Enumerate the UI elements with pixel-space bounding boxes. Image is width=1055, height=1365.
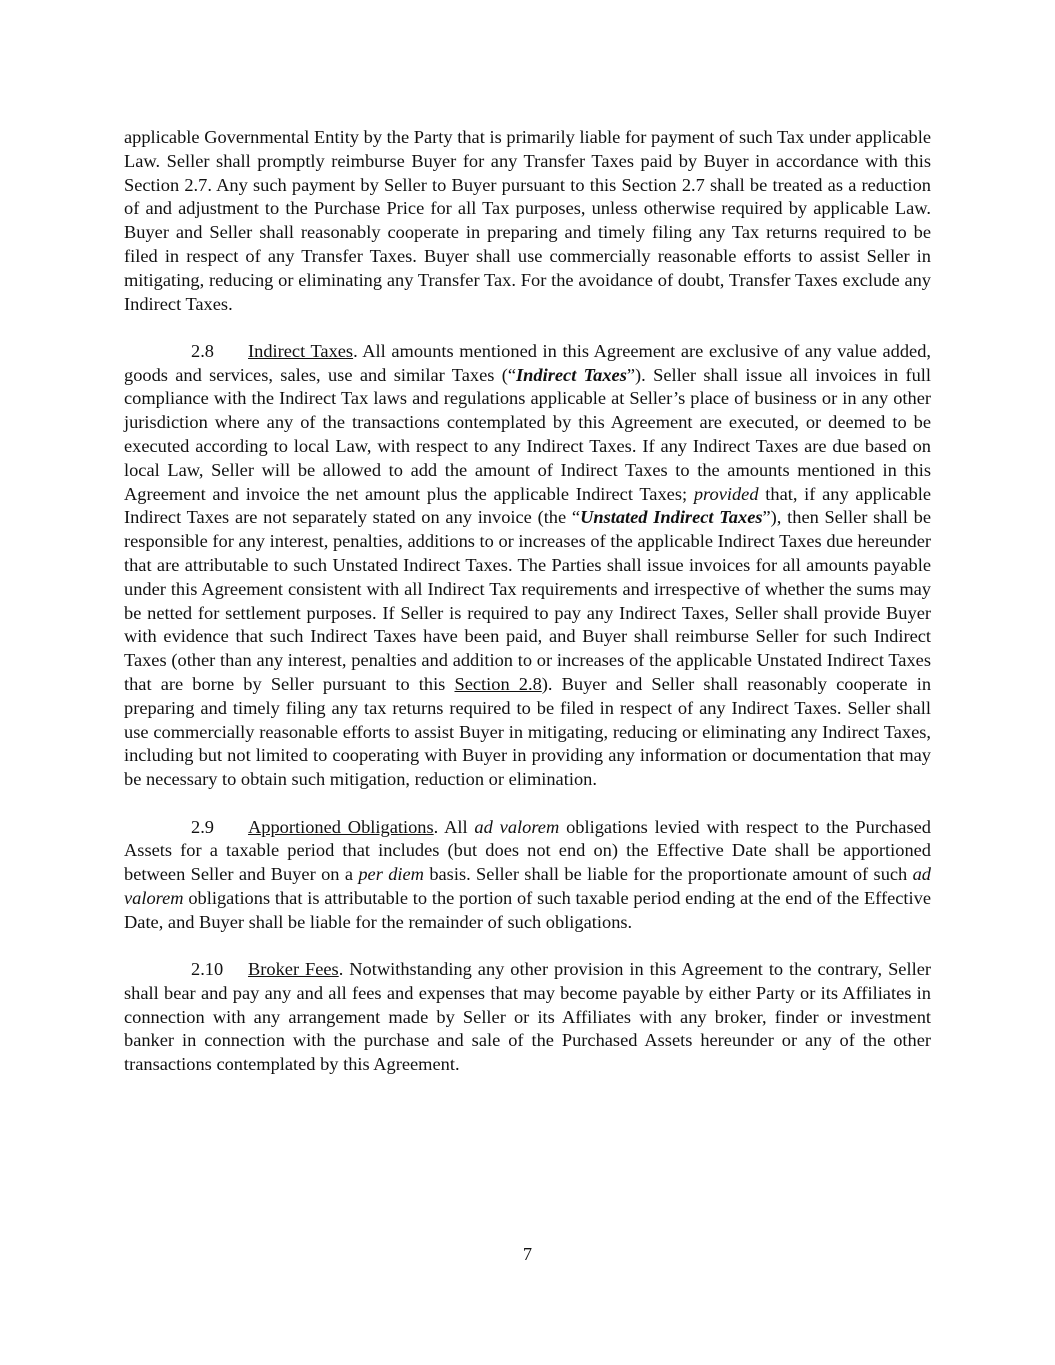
section-number: 2.10 bbox=[191, 959, 224, 979]
emphasis: ad valorem bbox=[124, 864, 931, 908]
section-text: that, if any applicable Indirect Taxes are not separately stated on any invoice (the “ bbox=[124, 483, 931, 528]
section-text: obligations that is attributable to the portion of such taxable period ending at the end of the Effective Date, and Buyer shall be liable for the remainder of such obligations. bbox=[124, 887, 931, 932]
section-heading: Apportioned Obligations bbox=[248, 816, 434, 837]
section-number: 2.9 bbox=[191, 816, 214, 837]
section-cross-reference: Section 2.8 bbox=[454, 674, 542, 695]
section-text: . All bbox=[433, 816, 475, 837]
emphasis: provided bbox=[693, 483, 759, 504]
section-text: ”). Seller shall issue all invoices in full compliance with the Indirect Tax laws and regulations applicable at Seller’s place of business or in any other jurisdiction where any of the transactions contemplated by this Agreement are executed, or deemed to be executed according to local Law, with respect to any Indirect Taxes. If any Indirect Taxes are due based on local Law, Seller will be allowed to add the amount of Indirect Taxes to the amounts mentioned in this Agreement and invoice the net amount plus the applicable Indirect Taxes; bbox=[124, 364, 931, 504]
section-text: basis. Seller shall be liable for the proportionate amount of such bbox=[423, 864, 913, 885]
section-text: obligations levied with respect to the Purchased Assets for a taxable period that includes (but does not end on) the Effective Date shall be apportioned between Seller and Buyer on a bbox=[124, 816, 931, 885]
section-2-8-indirect-taxes bbox=[124, 340, 931, 792]
section-heading: Indirect Taxes bbox=[248, 340, 354, 361]
section-text: . Notwithstanding any other provision in this Agreement to the contrary, Seller shall bear and pay any and all fees and expenses that may become payable by either Party or its Affiliates in connection with any arrangement made by Seller or its Affiliates with any broker, finder or investment banker in connection with the purchase and sale of the Purchased Assets hereunder or any of the other transactions contemplated by this Agreement. bbox=[124, 959, 931, 1075]
defined-term: Indirect Taxes bbox=[516, 364, 627, 385]
page-number: 7 bbox=[522, 1244, 533, 1264]
section-heading: Broker Fees bbox=[248, 959, 339, 979]
emphasis: per diem bbox=[358, 864, 424, 885]
section-text: . All amounts mentioned in this Agreement are exclusive of any value added, goods and services, sales, use and similar Taxes (“ bbox=[124, 340, 932, 385]
section-text: ). Buyer and Seller shall reasonably cooperate in preparing and timely filing any tax returns required to be filed in respect of any Indirect Taxes. Seller shall use commercially reasonable efforts to assist Buyer in mitigating, reducing or eliminating any Indirect Taxes, including but not limited to cooperating with Buyer in providing any information or documentation that may be necessary to obtain such mitigation, reduction or elimination. bbox=[124, 674, 932, 790]
section-2-10-broker-fees bbox=[124, 958, 931, 1077]
document-page bbox=[124, 126, 931, 1100]
emphasis: ad valorem bbox=[474, 816, 560, 837]
section-text: ”), then Seller shall be responsible for any interest, penalties, additions to or increases of the applicable Indirect Taxes due hereunder that are attributable to such Unstated Indirect Taxes. The Parties shall issue invoices for all amounts payable under this Agreement consistent with all Indirect Tax requirements and irrespective of whether the sums may be netted for settlement purposes. If Seller is required to pay any Indirect Taxes, Seller shall provide Buyer with evidence that such Indirect Taxes have been paid, and Buyer shall reimburse Seller for such Indirect Taxes (other than any interest, penalties and addition to or increases of the applicable Unstated Indirect Taxes that are borne by Seller pursuant to this bbox=[124, 507, 931, 695]
section-2-9-apportioned-obligations bbox=[124, 816, 931, 935]
defined-term: Unstated Indirect Taxes bbox=[580, 507, 763, 528]
paragraph-transfer-taxes-continued: applicable Governmental Entity by the Party that is primarily liable for payment of such Tax under applicable Law. Seller shall promptly reimburse Buyer for any Transfer Taxes paid by Buyer in accordance with this Section 2.7. Any such payment by Seller to Buyer pursuant to this Section 2.7 shall be treated as a reduction of and adjustment to the Purchase Price for all Tax purposes, unless otherwise required by applicable Law. Buyer and Seller shall reasonably cooperate in preparing and timely filing any Tax returns required to be filed in respect of any Transfer Taxes. Buyer shall use commercially reasonable efforts to assist Seller in mitigating, reducing or eliminating any Transfer Tax. For the avoidance of doubt, Transfer Taxes exclude any Indirect Taxes. bbox=[124, 127, 931, 314]
section-number: 2.8 bbox=[191, 340, 214, 361]
